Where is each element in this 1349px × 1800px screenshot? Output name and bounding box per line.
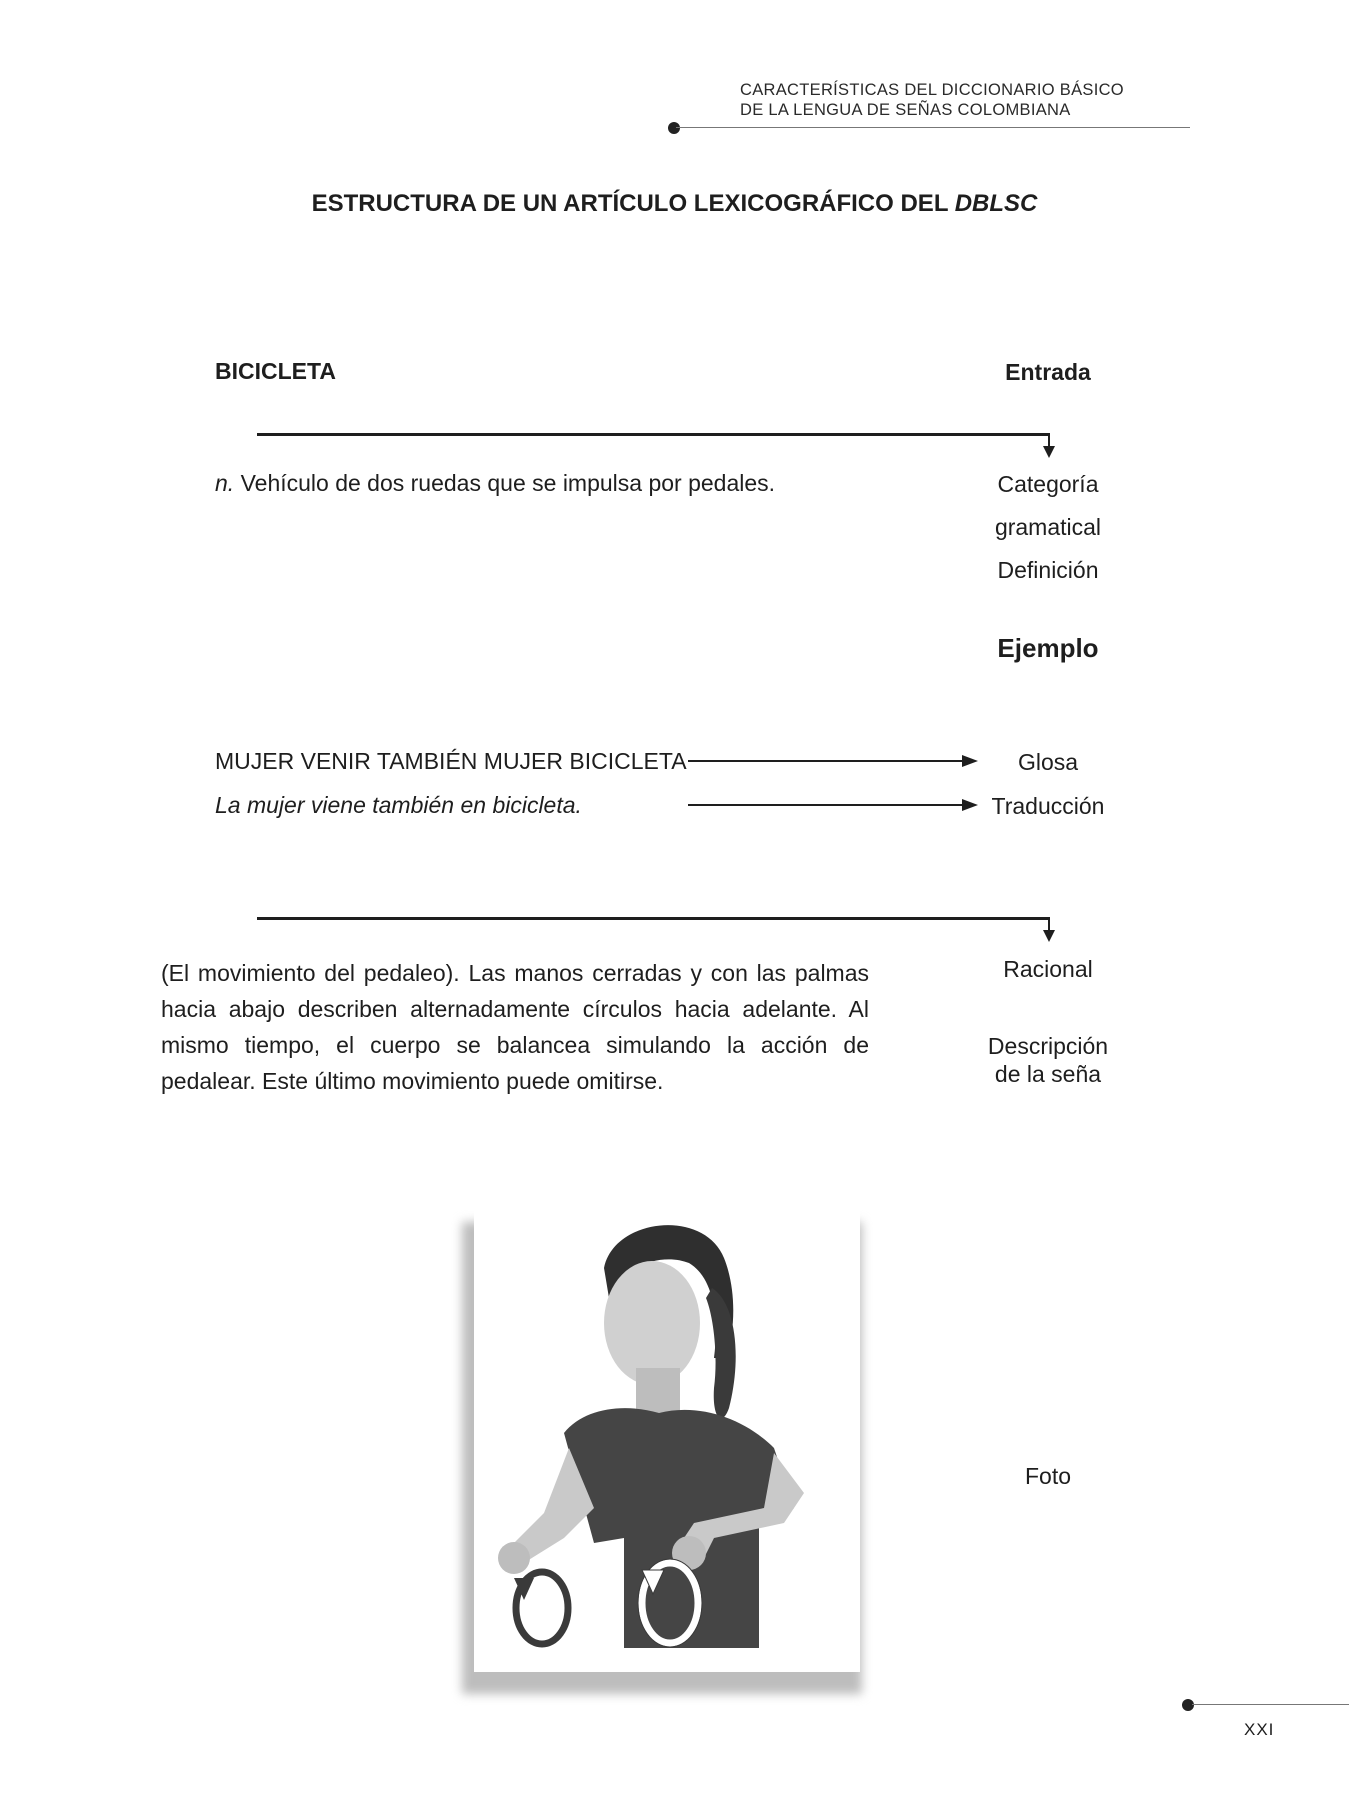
right-arrow-icon bbox=[688, 796, 978, 814]
label-descripcion-line-2: de la seña bbox=[994, 1061, 1102, 1087]
page-number: XXI bbox=[1244, 1720, 1275, 1739]
down-arrow-icon bbox=[1040, 917, 1058, 943]
grammatical-category: n. bbox=[215, 470, 235, 496]
header-rule bbox=[676, 127, 1190, 128]
header-bullet bbox=[668, 122, 680, 134]
running-header-line-2: DE LA LENGUA DE SEÑAS COLOMBIANA bbox=[740, 101, 1071, 119]
page-title bbox=[0, 190, 1349, 218]
entry-lemma: BICICLETA bbox=[215, 358, 336, 384]
separator-rule-2 bbox=[257, 917, 1049, 920]
label-traduccion: Traducción bbox=[991, 793, 1105, 819]
sign-photo bbox=[474, 1208, 860, 1672]
right-arrow-icon bbox=[688, 752, 978, 770]
label-definicion: Definición bbox=[997, 557, 1099, 583]
page-title-italic: DBLSC bbox=[954, 190, 1038, 217]
footer-rule bbox=[1192, 1704, 1349, 1705]
signer-illustration bbox=[474, 1208, 860, 1672]
label-categoria-line-1: Categoría bbox=[997, 471, 1099, 497]
sign-description: (El movimiento del pedaleo). Las manos cerradas y con las palmas hacia abajo describen alternadamente círculos hacia adelante. Al mismo tiempo, el cuerpo se balancea simulando la acción de pedalear. Este último movimiento puede omitirse. bbox=[161, 960, 869, 1094]
label-descripcion-sena bbox=[958, 1032, 1138, 1088]
down-arrow-icon bbox=[1040, 433, 1058, 459]
entry-definition bbox=[215, 470, 775, 497]
label-categoria-gramatical bbox=[958, 470, 1138, 541]
separator-rule-1 bbox=[257, 433, 1049, 436]
example-translation: La mujer viene también en bicicleta. bbox=[215, 792, 582, 818]
running-header bbox=[740, 80, 1124, 120]
example-gloss: MUJER VENIR TAMBIÉN MUJER BICICLETA bbox=[215, 748, 687, 774]
label-descripcion-line-1: Descripción bbox=[987, 1033, 1109, 1059]
page-title-main: ESTRUCTURA DE UN ARTÍCULO LEXICOGRÁFICO DEL bbox=[311, 190, 955, 217]
label-foto: Foto bbox=[1024, 1463, 1072, 1489]
label-glosa: Glosa bbox=[1017, 749, 1079, 775]
label-racional: Racional bbox=[1003, 956, 1093, 982]
footer-bullet bbox=[1182, 1699, 1194, 1711]
label-categoria-line-2: gramatical bbox=[994, 514, 1102, 540]
running-header-line-1: CARACTERÍSTICAS DEL DICCIONARIO BÁSICO bbox=[740, 81, 1124, 99]
label-entrada: Entrada bbox=[1005, 359, 1091, 385]
label-ejemplo: Ejemplo bbox=[997, 633, 1099, 663]
definition-text: Vehículo de dos ruedas que se impulsa por pedales. bbox=[234, 470, 776, 496]
